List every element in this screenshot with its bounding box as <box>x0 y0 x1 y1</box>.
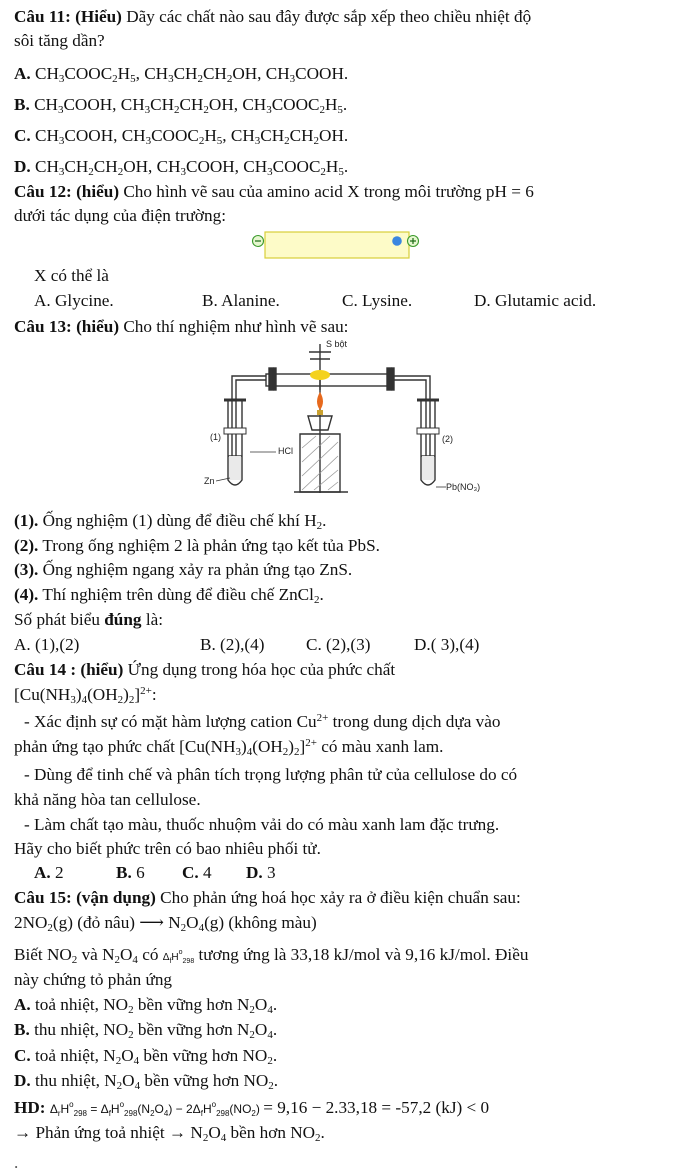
q12-option-d[interactable]: D. Glutamic acid. <box>474 291 597 310</box>
q13-stem: Câu 13: (hiểu) Cho thí nghiệm như hình vẽ sau: <box>14 317 349 336</box>
amino-acid-dot-icon <box>392 236 402 246</box>
label-s-bot: S bột <box>326 339 348 349</box>
q12-option-a[interactable]: A. Glycine. <box>34 291 114 310</box>
q13-statement-4: (4). Thí nghiệm trên dùng để điều chế ZnCl$_2$. <box>14 585 324 606</box>
q14-option-c[interactable]: C. 4 <box>182 863 212 882</box>
flame-icon <box>317 392 323 410</box>
q15-conclusion: → Phản ứng toả nhiệt → $N_2O_4$ bền hơn $NO_2$. <box>14 1123 325 1144</box>
q13-option-a[interactable]: A. (1),(2) <box>14 635 80 654</box>
q13-option-c[interactable]: C. (2),(3) <box>306 635 371 654</box>
q11-option-b[interactable]: B. $CH_3COOH$, $CH_3CH_2CH_2OH$, $CH_3COOC_2H_5$. <box>14 95 348 116</box>
q14-ask: Hãy cho biết phức trên có bao nhiêu phối tử. <box>14 839 321 858</box>
q15-option-d[interactable]: D. thu nhiệt, $N_2O_4$ bền vững hơn $NO_2$. <box>14 1071 279 1092</box>
label-zn: Zn <box>204 476 215 486</box>
label-tube2: (2) <box>442 434 453 444</box>
q14-bullet2-line2: khả năng hòa tan cellulose. <box>14 790 201 809</box>
q12-option-c[interactable]: C. Lysine. <box>342 291 413 310</box>
q11-option-c[interactable]: C. $CH_3COOH$, $CH_3COOC_2H_5$, $CH_3CH_2CH_2OH$. <box>14 126 349 147</box>
q11-stem: Dãy các chất nào sau đây được sắp xếp theo chiều nhiệt độ <box>121 7 532 26</box>
q11-stem-line1 <box>14 6 531 28</box>
q14-bullet3: - Làm chất tạo màu, thuốc nhuộm vải do có màu xanh lam đặc trưng. <box>24 815 500 834</box>
label-pb: Pb(NO₃)₂ <box>446 482 480 492</box>
q15-option-b[interactable]: B. thu nhiệt, $NO_2$ bền vững hơn $N_2O_4$. <box>14 1020 278 1041</box>
sulfur-powder-icon <box>310 370 330 380</box>
q11-stem-line2: sôi tăng dần? <box>14 31 105 50</box>
q13-option-d[interactable]: D.( 3),(4) <box>414 635 480 654</box>
hint-formula-image: $\Delta_rH^o_{298} = \Delta_fH^o_{298}(N_2O_4) - 2\Delta_fH^o_{298}(NO_2)$ <box>49 1100 264 1118</box>
q13-statement-2: (2). Trong ống nghiệm 2 là phản ứng tạo kết tủa PbS. <box>14 536 380 555</box>
q11-head: Câu 11: (Hiểu) <box>14 7 122 26</box>
q15-given-line2: này chứng tỏ phản ứng <box>14 970 173 989</box>
q12-stem-line1: Câu 12: (hiểu) Cho hình vẽ sau của amino acid X trong môi trường pH = 6 <box>14 182 534 201</box>
label-hcl: HCl <box>278 446 293 456</box>
label-tube1: (1) <box>210 432 221 442</box>
q14-option-a[interactable]: A. 2 <box>34 863 64 882</box>
q15-stem: Câu 15: (vận dụng) Cho phản ứng hoá học xảy ra ở điều kiện chuẩn sau: <box>14 888 521 907</box>
delta-h-symbol: $\Delta_fH^o_{298}$ <box>162 949 195 965</box>
q13-ask: Số phát biểu đúng là: <box>14 610 163 629</box>
q14-complex-formula: $[Cu(NH_3)_4(OH_2)_2]^{2+}$: <box>14 685 157 706</box>
q13-option-b[interactable]: B. (2),(4) <box>200 635 265 654</box>
q15-equation: $2NO_2(g)$ (đỏ nâu) ⟶ $N_2O_4(g)$ (không màu) <box>14 913 317 934</box>
q11-option-a[interactable]: A. $CH_3COOC_2H_5$, $CH_3CH_2CH_2OH$, $CH_3COOH$. <box>14 64 349 85</box>
q15-given-line1: Biết $NO_2$ và $N_2O_4$ có $\Delta_fH^o_{298}$ tương ứng là 33,18 kJ/mol và 9,16 kJ/mol. Điều <box>14 945 529 966</box>
q14-bullet1-line1: - Xác định sự có mặt hàm lượng cation $Cu^{2+}$ trong dung dịch dựa vào <box>24 712 501 731</box>
q14-option-d[interactable]: D. 3 <box>246 863 276 882</box>
apparatus-figure <box>190 338 480 506</box>
q13-statement-3: (3). Ống nghiệm ngang xảy ra phản ứng tạo ZnS. <box>14 560 353 579</box>
q15-option-a[interactable]: A. toả nhiệt, $NO_2$ bền vững hơn $N_2O_4$. <box>14 995 278 1016</box>
q14-option-b[interactable]: B. 6 <box>116 863 145 882</box>
cutoff-next-line: . <box>14 1153 99 1172</box>
q11-option-d[interactable]: D. $CH_3CH_2CH_2OH$, $CH_3COOH$, $CH_3COOC_2H_5$. <box>14 157 349 178</box>
q15-hint: HD: $\Delta_rH^o_{298} = \Delta_fH^o_{298}(N_2O_4) - 2\Delta_fH^o_{298}(NO_2) = 9,16 - 2.33,18 = -57,2$ (kJ) < 0 <box>14 1098 490 1118</box>
q12-ask: X có thể là <box>34 266 109 285</box>
q13-statement-1: (1). Ống nghiệm (1) dùng để điều chế khí $H_2$. <box>14 511 327 532</box>
electrophoresis-figure <box>248 228 428 260</box>
q14-stem: Câu 14 : (hiểu) Ứng dụng trong hóa học của phức chất <box>14 660 396 679</box>
q14-bullet2-line1: - Dùng để tinh chế và phân tích trọng lượng phân tử của cellulose do có <box>24 765 518 784</box>
q12-stem-line2: dưới tác dụng của điện trường: <box>14 206 226 225</box>
q15-option-c[interactable]: C. toả nhiệt, $N_2O_4$ bền vững hơn $NO_2$. <box>14 1046 278 1067</box>
q12-option-b[interactable]: B. Alanine. <box>202 291 280 310</box>
q14-bullet1-line2: phản ứng tạo phức chất $[Cu(NH_3)_4(OH_2)_2]^{2+}$ có màu xanh lam. <box>14 737 444 758</box>
